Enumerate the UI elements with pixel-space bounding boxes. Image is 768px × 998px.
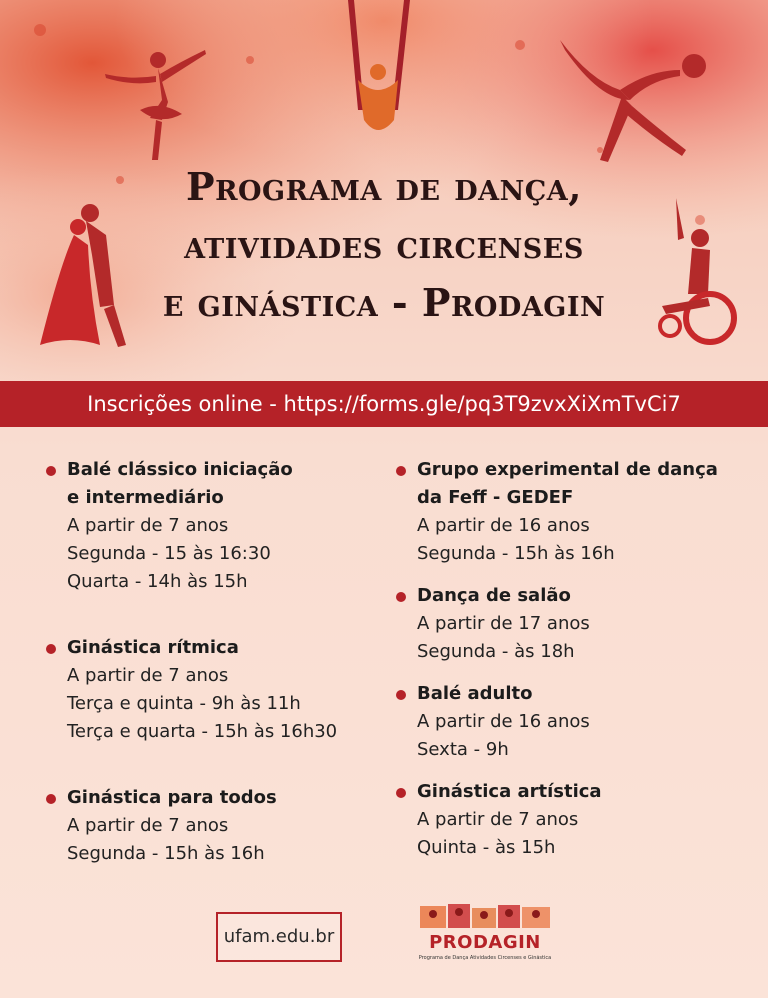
activity-age: A partir de 7 anos [417,809,579,830]
ballroom-couple-figure [30,195,145,355]
logo-figures-icon [418,902,552,932]
activity-schedule: Segunda - às 18h [417,641,575,662]
activity-schedule: Segunda - 15h às 16h [67,843,265,864]
bullet-icon [396,592,406,602]
activity-name: Balé adulto [417,683,533,704]
rhythmic-gymnast-figure [560,30,720,170]
ufam-link[interactable]: ufam.edu.br [216,912,342,962]
activity-item [46,456,386,596]
activity-schedule: Segunda - 15h às 16h [417,543,615,564]
bullet-icon [46,794,56,804]
logo-subtitle: Programa de Dança Atividades Circenses e Ginástica [418,955,552,961]
bullet-icon [46,466,56,476]
activity-name: Balé clássico iniciação e intermediário [67,459,293,508]
activity-item [396,680,756,764]
activity-schedule: Terça e quinta - 9h às 11h [67,693,301,714]
activities-right-column [396,456,756,862]
activity-name: Grupo experimental de dança da Feff - GEDEF [417,459,718,508]
activity-item [396,456,756,568]
activity-schedule: Segunda - 15 às 16:30 [67,543,271,564]
bullet-icon [396,690,406,700]
activity-age: A partir de 7 anos [67,665,229,686]
bullet-icon [396,788,406,798]
aerial-silks-figure [318,0,438,150]
activity-age: A partir de 16 anos [417,711,590,732]
prodagin-logo [418,902,552,972]
logo-name: PRODAGIN [429,932,541,953]
activity-schedule: Quinta - às 15h [417,837,556,858]
activity-name: Ginástica artística [417,781,602,802]
activity-age: A partir de 17 anos [417,613,590,634]
activity-item [396,582,756,666]
activity-age: A partir de 16 anos [417,515,590,536]
activities-left-column [46,456,386,868]
activity-schedule: Quarta - 14h às 15h [67,571,248,592]
activity-item [46,634,386,746]
page-title: Programa de dança, atividades circenses e ginástica - Prodagin [162,164,606,325]
activity-item [396,778,756,862]
activity-schedule: Terça e quarta - 15h às 16h30 [67,721,338,742]
activity-name: Ginástica rítmica [67,637,239,658]
activity-name: Ginástica para todos [67,787,277,808]
activity-age: A partir de 7 anos [67,815,229,836]
wheelchair-dancer-figure [648,198,738,348]
registration-link[interactable]: Inscrições online - https://forms.gle/pq3T9zvxXiXmTvCi7 [87,392,681,416]
activity-age: A partir de 7 anos [67,515,229,536]
registration-banner[interactable] [0,381,768,427]
bullet-icon [46,644,56,654]
activity-item [46,784,386,868]
activity-schedule: Sexta - 9h [417,739,509,760]
bullet-icon [396,466,406,476]
activity-name: Dança de salão [417,585,571,606]
